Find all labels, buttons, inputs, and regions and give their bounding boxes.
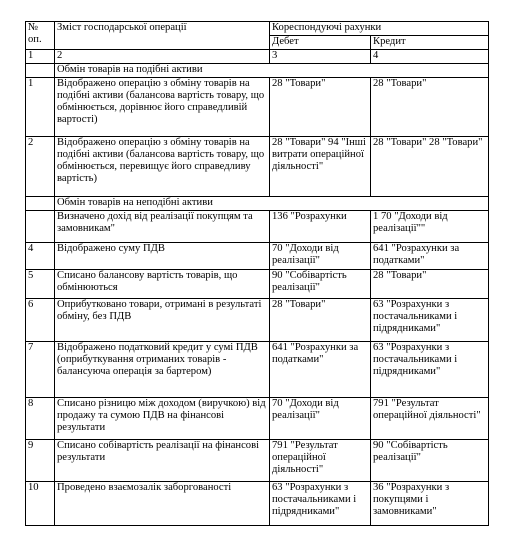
row-number: 8 xyxy=(26,398,55,440)
row-debit: 70 "Доходи від реалізації" xyxy=(270,398,371,440)
row-credit: 63 "Розрахунки з постачальниками і підрядниками" xyxy=(371,299,489,342)
row-number: 7 xyxy=(26,342,55,398)
index-cell: 4 xyxy=(371,50,489,64)
row-credit: 791 "Результат операційної діяльності" xyxy=(371,398,489,440)
row-credit: 36 "Розрахунки з покупцями і замовниками" xyxy=(371,482,489,526)
row-credit: 28 "Товари" xyxy=(371,270,489,299)
row-number: 2 xyxy=(26,137,55,197)
row-credit: 28 "Товари" xyxy=(371,78,489,137)
row-content: Визначено дохід від реалізації покупцям та замовникам" xyxy=(55,211,270,243)
row-number: 6 xyxy=(26,299,55,342)
row-debit: 70 "Доходи від реалізації" xyxy=(270,243,371,270)
section-title: Обмін товарів на неподібні активи xyxy=(55,197,489,211)
row-content: Проведено взаємозалік заборгованості xyxy=(55,482,270,526)
row-content: Списано балансову вартість товарів, що обмінюються xyxy=(55,270,270,299)
section-number-cell xyxy=(26,197,55,211)
header-corresponding-accounts: Кореспондуючі рахунки xyxy=(270,22,489,36)
row-debit: 28 "Товари" 94 "Інші витрати операційної діяльності" xyxy=(270,137,371,197)
row-number: 1 xyxy=(26,78,55,137)
row-credit: 1 70 "Доходи від реалізації"" xyxy=(371,211,489,243)
row-content: Відображено суму ПДВ xyxy=(55,243,270,270)
operations-table xyxy=(25,21,489,526)
row-debit: 641 "Розрахунки за податками" xyxy=(270,342,371,398)
row-debit: 63 "Розрахунки з постачальниками і підрядниками" xyxy=(270,482,371,526)
index-cell: 3 xyxy=(270,50,371,64)
row-debit: 28 "Товари" xyxy=(270,299,371,342)
row-content: Списано собівартість реалізації на фінансові результати xyxy=(55,440,270,482)
row-credit: 90 "Собівартість реалізації" xyxy=(371,440,489,482)
header-content: Зміст господарської операції xyxy=(55,22,270,50)
section-title: Обмін товарів на подібні активи xyxy=(55,64,489,78)
row-content: Оприбутковано товари, отримані в результаті обміну, без ПДВ xyxy=(55,299,270,342)
row-content: Відображено операцію з обміну товарів на подібні активи (балансова вартість товару, що обмінюється, дорівнює його справедливій вартості) xyxy=(55,78,270,137)
row-debit: 90 "Собівартість реалізації" xyxy=(270,270,371,299)
row-content: Відображено операцію з обміну товарів на подібні активи (балансова вартість товару, що обмінюється, перевищує його справедливу вартість) xyxy=(55,137,270,197)
row-number: 10 xyxy=(26,482,55,526)
row-number: 5 xyxy=(26,270,55,299)
row-number: 9 xyxy=(26,440,55,482)
header-number: № оп. xyxy=(26,22,55,50)
header-debit: Дебет xyxy=(270,36,371,50)
row-credit: 63 "Розрахунки з постачальниками і підрядниками" xyxy=(371,342,489,398)
header-credit: Кредит xyxy=(371,36,489,50)
row-content: Відображено податковий кредит у сумі ПДВ (оприбуткування отриманих товарів - балансуюча операція за бартером) xyxy=(55,342,270,398)
row-debit: 791 "Результат операційної діяльності" xyxy=(270,440,371,482)
section-number-cell xyxy=(26,64,55,78)
index-cell: 2 xyxy=(55,50,270,64)
index-cell: 1 xyxy=(26,50,55,64)
row-credit: 641 "Розрахунки за податками" xyxy=(371,243,489,270)
row-debit: 136 "Розрахунки xyxy=(270,211,371,243)
row-content: Списано різницю між доходом (виручкою) від продажу та сумою ПДВ на фінансові результати xyxy=(55,398,270,440)
row-debit: 28 "Товари" xyxy=(270,78,371,137)
row-number: 4 xyxy=(26,243,55,270)
row-number xyxy=(26,211,55,243)
row-credit: 28 "Товари" 28 "Товари" xyxy=(371,137,489,197)
